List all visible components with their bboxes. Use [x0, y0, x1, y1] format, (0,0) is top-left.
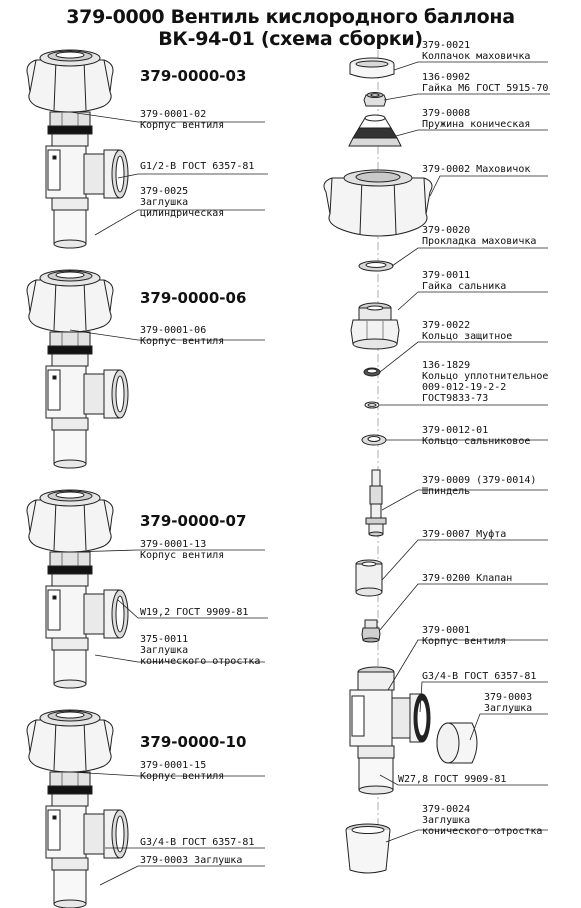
label-line: Кольцо сальниковое	[422, 436, 531, 447]
assembly-code-06: 379-0000-06	[140, 289, 247, 307]
label-thread-10	[140, 837, 254, 848]
label-line: Заглушка	[422, 815, 471, 826]
label-plug-03	[140, 186, 224, 219]
label-line: 136-0902	[422, 72, 471, 83]
title-line-2: ВК-94-01 (схема сборки)	[158, 28, 423, 50]
label-line: 379-0001-02	[140, 109, 207, 120]
part-label-thread-g34	[422, 671, 536, 682]
label-body-10	[140, 760, 224, 782]
label-body-03	[140, 109, 224, 131]
part-label-body	[422, 625, 506, 647]
part-label-cap	[422, 40, 530, 62]
part-label-gland-nut	[422, 270, 506, 292]
label-line: Кольцо уплотнительное	[422, 371, 549, 382]
label-line: 379-0022	[422, 320, 471, 331]
assembly-03-drawing	[27, 50, 128, 248]
label-line: Заглушка	[140, 645, 189, 656]
label-line: Корпус вентиля	[140, 771, 225, 782]
label-line: 379-0003 Заглушка	[140, 855, 243, 866]
label-line: цилиндрическая	[140, 208, 225, 219]
part-label-valve	[422, 573, 512, 584]
label-line: Заглушка	[140, 197, 189, 208]
label-body-06	[140, 325, 224, 347]
label-line: 009-012-19-2-2	[422, 382, 507, 393]
assembly-code-03: 379-0000-03	[140, 67, 247, 85]
label-line: 379-0025	[140, 186, 189, 197]
label-line: Корпус вентиля	[140, 550, 225, 561]
label-line: W19,2 ГОСТ 9909-81	[140, 607, 249, 618]
part-label-plug	[484, 692, 532, 714]
label-line: 379-0009 (379-0014)	[422, 475, 537, 486]
label-line: 379-0020	[422, 225, 471, 236]
part-label-spindle	[422, 475, 536, 497]
label-line: конического отростка	[140, 656, 261, 667]
exploded-parts-drawing	[324, 58, 477, 873]
label-line: Колпачок маховичка	[422, 51, 531, 62]
part-label-nut	[422, 72, 548, 94]
label-line: 379-0021	[422, 40, 471, 51]
label-line: конического отростка	[422, 826, 543, 837]
label-line: Корпус вентиля	[422, 636, 507, 647]
label-line: G3/4-В ГОСТ 6357-81	[140, 837, 255, 848]
label-line: G3/4-В ГОСТ 6357-81	[422, 671, 537, 682]
label-line: Заглушка	[484, 703, 533, 714]
label-plug-10	[140, 855, 242, 866]
part-label-handwheel	[422, 164, 530, 175]
part-label-spring	[422, 108, 530, 130]
label-line: 375-0011	[140, 634, 189, 645]
label-line: 379-0001-06	[140, 325, 207, 336]
label-body-07	[140, 539, 224, 561]
label-line: ГОСТ9833-73	[422, 393, 489, 404]
label-line: Корпус вентиля	[140, 336, 225, 347]
part-label-handwheel-gasket	[422, 225, 536, 247]
label-line: Кольцо защитное	[422, 331, 513, 342]
label-line: 379-0007 Муфта	[422, 529, 507, 540]
label-line: Гайка сальника	[422, 281, 507, 292]
label-line: 136-1829	[422, 360, 471, 371]
part-label-gland-ring	[422, 425, 530, 447]
label-line: W27,8 ГОСТ 9909-81	[398, 774, 507, 785]
label-line: Корпус вентиля	[140, 120, 225, 131]
label-line: 379-0003	[484, 692, 533, 703]
part-label-sleeve	[422, 529, 506, 540]
label-line: 379-0024	[422, 804, 471, 815]
label-line: 379-0001-15	[140, 760, 207, 771]
assembly-code-10: 379-0000-10	[140, 733, 247, 751]
label-line: G1/2-В ГОСТ 6357-81	[140, 161, 255, 172]
label-line: 379-0001	[422, 625, 471, 636]
part-label-protective-ring	[422, 320, 512, 342]
part-label-o-ring	[422, 360, 548, 404]
label-line: 379-0002 Маховичок	[422, 164, 531, 175]
label-line: Гайка М6 ГОСТ 5915-70	[422, 83, 549, 94]
title-line-1: 379-0000 Вентиль кислородного баллона	[66, 6, 515, 28]
assembly-06-drawing	[27, 270, 128, 468]
assembly-code-07: 379-0000-07	[140, 512, 247, 530]
label-line: 379-0011	[422, 270, 471, 281]
label-line: Шпиндель	[422, 486, 471, 497]
label-line: 379-0008	[422, 108, 471, 119]
label-plug-07	[140, 634, 260, 667]
part-label-thread-w278	[398, 774, 506, 785]
label-line: 379-0200 Клапан	[422, 573, 513, 584]
label-line: Пружина коническая	[422, 119, 531, 130]
label-line: 379-0012-01	[422, 425, 489, 436]
label-line: Прокладка маховичка	[422, 236, 537, 247]
label-thread-03	[140, 161, 254, 172]
label-thread-07	[140, 607, 248, 618]
label-line: 379-0001-13	[140, 539, 207, 550]
part-label-conical-plug	[422, 804, 542, 837]
